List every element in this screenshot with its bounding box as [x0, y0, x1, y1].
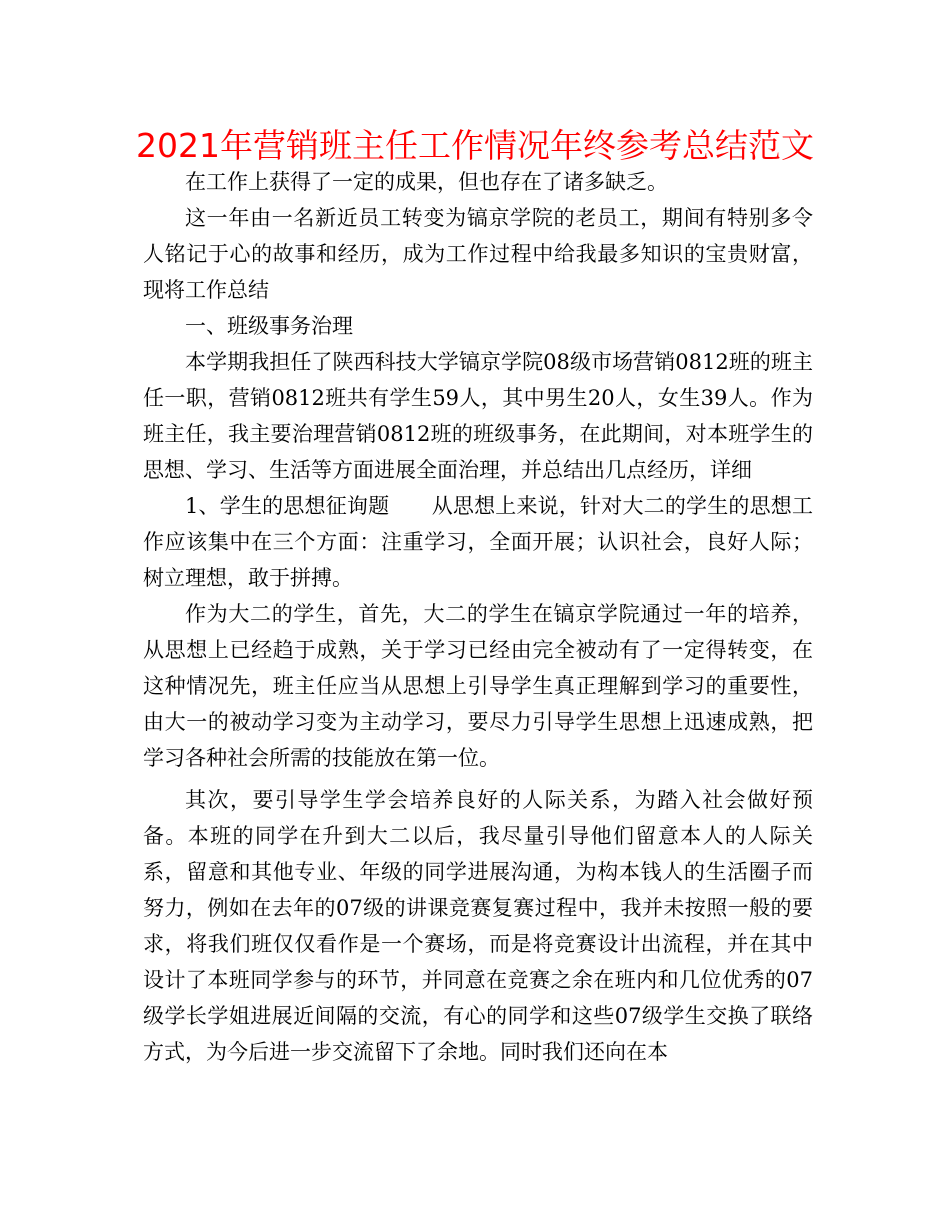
- paragraph-5: 作为大二的学生，首先，大二的学生在镐京学院通过一年的培养，从思想上已经趋于成熟，关于学习已经由完全被动有了一定得转变，在这种情况先，班主任应当从思想上引导学生真正理解到学习的重要性，由大一的被动学习变为主动学习，要尽力引导学生思想上迅速成熟，把学习各种社会所需的技能放在第一位。: [143, 602, 813, 770]
- section-heading: 一、班级事务治理: [185, 314, 353, 338]
- paragraph-3: 本学期我担任了陕西科技大学镐京学院08级市场营销0812班的班主任一职，营销0812班共有学生59人，其中男生20人，女生39人。作为班主任，我主要治理营销0812班的班级事务，在此期间，对本班学生的思想、学习、生活等方面进展全面治理，并总结出几点经历，详细: [143, 350, 813, 482]
- document-body: [143, 164, 813, 1070]
- paragraph-2: 这一年由一名新近员工转变为镐京学院的老员工，期间有特别多令人铭记于心的故事和经历，成为工作过程中给我最多知识的宝贵财富，现将工作总结: [143, 206, 813, 302]
- paragraph-1: 在工作上获得了一定的成果，但也存在了诸多缺乏。: [185, 170, 668, 194]
- paragraph-4: 1、学生的思想征询题 从思想上来说，针对大二的学生的思想工作应该集中在三个方面：注重学习，全面开展；认识社会，良好人际；树立理想，敢于拼搏。: [143, 494, 813, 590]
- document-title: 2021年营销班主任工作情况年终参考总结范文: [136, 126, 814, 165]
- paragraph-6: 其次，要引导学生学会培养良好的人际关系，为踏入社会做好预备。本班的同学在升到大二以后，我尽量引导他们留意本人的人际关系，留意和其他专业、年级的同学进展沟通，为构本钱人的生活圈子而努力，例如在去年的07级的讲课竞赛复赛过程中，我并未按照一般的要求，将我们班仅仅看作是一个赛场，而是将竞赛设计出流程，并在其中设计了本班同学参与的环节，并同意在竞赛之余在班内和几位优秀的07级学长学姐进展近间隔的交流，有心的同学和这些07级学生交换了联络方式，为今后进一步交流留下了余地。同时我们还向在本: [143, 788, 813, 1064]
